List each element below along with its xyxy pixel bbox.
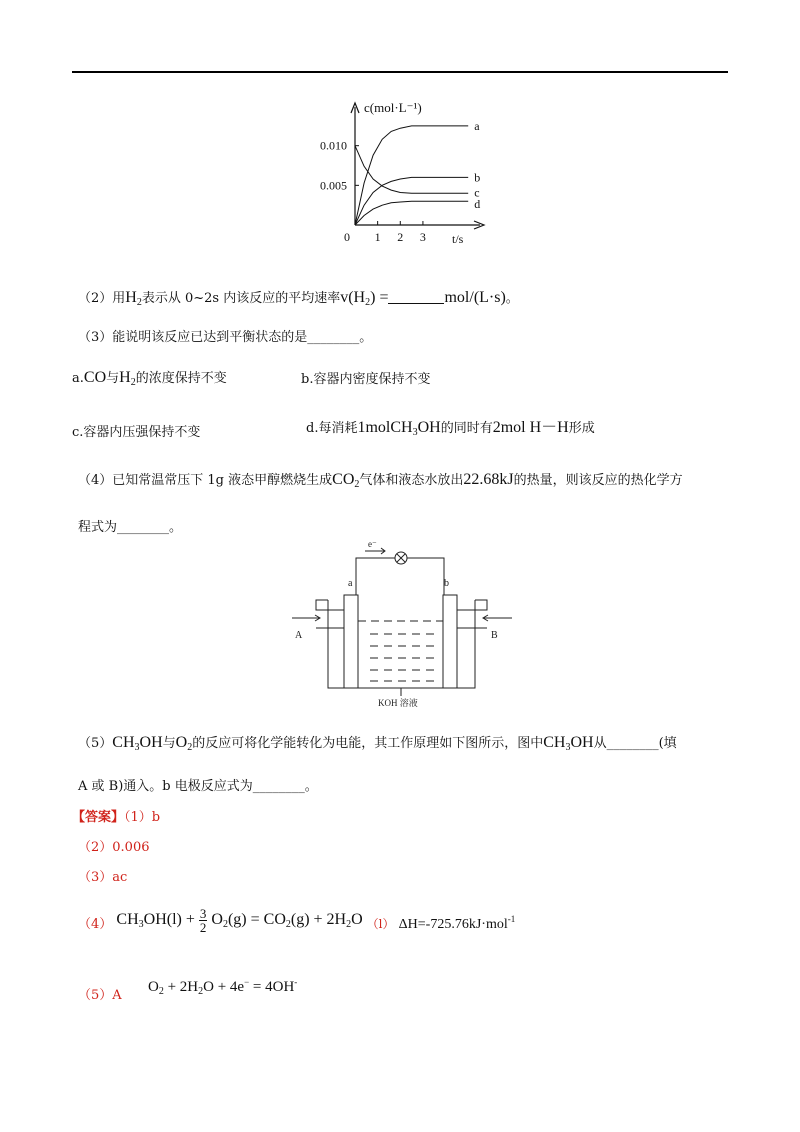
option-c: c.容器内压强保持不变 [72,425,201,440]
option-a-and: 与 [106,371,120,386]
option-d-hh: 2mol H－H [492,419,569,436]
co-formula: CO [83,369,107,386]
option-d-post: 形成 [568,421,595,436]
ee-o: O [148,979,159,995]
electrode-b-label: b [444,578,449,589]
rate-v: v [340,289,349,306]
option-d-mid: 的同时有 [440,421,493,436]
ee-oh: = 4OH [249,979,295,995]
eq-oh: OH [143,911,167,929]
co2-co: CO [332,471,355,488]
option-d-formula [357,419,440,436]
option-d-subscript: 3 [412,427,418,438]
x-tick-2: 2 [397,230,404,244]
option-a-h: H [119,369,131,386]
unit-prefix: mol/ [444,289,474,306]
q4-post: 的热量，则该反应的热化学方 [513,473,683,488]
option-d-oh: OH [417,419,441,436]
question-5 [78,733,677,758]
option-a-h2 [119,369,136,386]
eq-co: = CO [246,911,286,929]
solution-label: KOH 溶液 [378,698,418,708]
eq-o-water: O [351,911,363,929]
h2-formula [125,289,142,306]
option-a-text: 的浓度保持不变 [135,371,227,386]
eq-gas-2: g [296,911,305,929]
fraction-denominator: 2 [199,920,207,935]
answer-1: （1）b [124,810,161,825]
answer-5 [78,972,297,1006]
rate-expression: $v(H_2)$ = [340,289,389,308]
series-line-c [355,146,468,194]
eq-h-subscript: 2 [346,919,352,931]
methanol2-subscript: 3 [565,742,571,753]
co2-subscript: 2 [354,479,360,490]
ee-electron-charge: − [244,977,250,987]
q4-mid: 气体和液态水放出 [359,473,464,488]
q4-prefix: （4）已知常温常压下 1g 液态甲醇燃烧生成 [78,473,333,488]
electrolyte-lines [370,634,435,681]
eq-o: O [211,911,223,929]
answer-line-1 [72,808,160,828]
option-a-h-subscript: 2 [130,377,136,388]
series-label-b: b [474,170,481,185]
thermo-equation: $CH_3OH(l)$ + $\frac{3}{2}$ $O_2(g) = CO_2(g) + 2H_2O$ [116,906,363,935]
question-5-line2: A 或 B)通入。b 电极反应式为________。 [78,779,318,794]
electrode-b [443,595,457,688]
ee-oh-charge: - [294,977,298,987]
concentration-chart [300,95,510,250]
co2-formula [332,471,359,488]
methanol-formula [112,734,162,751]
h2-subscript: 2 [136,297,142,308]
answer-5-prefix: （5）A [78,988,122,1003]
methanol-subscript: 3 [134,742,140,753]
methanol-ch: CH [112,734,135,751]
external-wire-right [407,558,444,600]
enthalpy-value: ΔH=-725.76kJ·mol [398,917,508,933]
y-axis-label: c(mol·L⁻¹) [364,100,422,115]
electrode-equation [148,979,297,995]
q2-text: 表示从 0~2s 内该反应的平均速率 [141,291,341,306]
unit-body: L·s [479,289,501,306]
option-b: b.容器内密度保持不变 [301,372,431,387]
option-d-mol: 1molCH [357,419,413,436]
option-d-prefix: d.每消耗 [306,421,358,436]
series-line-d [355,201,468,225]
question-4-line2: 程式为________。 [78,520,183,535]
methanol-oh: OH [139,734,163,751]
series-label-d: d [474,197,481,212]
question-3: （3）能说明该反应已达到平衡状态的是________。 [78,330,373,345]
eq-h: + 2H [309,911,347,929]
electrode-a-label: a [348,578,353,589]
ee-h: + 2H [163,979,199,995]
oxygen-subscript: 2 [187,742,193,753]
q5-mid: 的反应可将化学能转化为电能，其工作原理如下图所示，图中 [192,736,544,751]
q2-prefix: （2）用 [78,291,126,306]
eq-gas: g [233,911,242,929]
ee-o-subscript: 2 [158,986,164,997]
q5-and: 与 [162,736,176,751]
electron-label: e⁻ [368,539,377,549]
header-rule [72,71,728,73]
series-label-a: a [474,118,480,133]
series-label-c: c [474,185,480,200]
q2-end: 。 [505,291,519,306]
eq-co-subscript: 2 [285,919,291,931]
fraction-numerator: 3 [199,906,207,921]
methanol2-oh: OH [570,734,594,751]
eq-o-subscript: 2 [222,919,228,931]
origin-label: 0 [344,230,350,244]
question-2 [78,288,519,313]
inlet-b-label: B [491,630,498,641]
x-axis-label: t/s [452,232,464,246]
electrode-a [344,595,358,688]
q5-from: 从________(填 [593,736,677,751]
eq-plus: + [181,911,199,929]
external-wire [356,558,395,600]
eq-ch: CH [116,911,139,929]
q2-answer-blank[interactable] [388,289,444,304]
h2-symbol: H [125,289,137,306]
x-tick-3: 3 [419,230,426,244]
rate-h: H [353,289,366,306]
x-tick-1: 1 [374,230,381,244]
answer-4-prefix: （4） [78,917,113,933]
answer-3: （3）ac [78,870,128,885]
y-tick-0.010: 0.010 [320,138,347,153]
rate-h-subscript: 2 [365,297,371,308]
enthalpy [398,914,516,933]
option-a [72,368,227,393]
oxygen-formula [176,734,193,751]
fraction [199,907,208,934]
methanol2-ch: CH [543,734,566,751]
rate-equals: = [375,289,389,306]
methanol-formula-2 [543,734,593,751]
eq-ch-subscript: 3 [138,919,144,931]
chamber-b-wall [457,600,487,610]
question-4 [78,470,683,495]
option-d [306,418,595,443]
answer-4 [78,907,515,935]
rate-unit: mol/(L·s) [444,289,506,306]
oxygen-o: O [175,734,188,751]
inlet-a-label: A [295,630,303,641]
fuel-cell-diagram [290,538,520,710]
ee-electrons: O + 4e [203,979,245,995]
eq-state: （l） [366,917,395,932]
enthalpy-superscript: -1 [507,914,516,925]
answer-label: 【答案】 [72,810,125,825]
q4-energy: 22.68kJ [463,471,514,488]
q5-prefix: （5） [78,736,113,751]
chamber-a-wall [316,600,344,610]
eq-liquid: l [172,911,177,929]
ee-h-subscript: 2 [198,986,204,997]
option-a-letter: a. [72,371,84,386]
y-tick-0.005: 0.005 [320,178,347,193]
answer-2: （2）0.006 [78,840,150,855]
